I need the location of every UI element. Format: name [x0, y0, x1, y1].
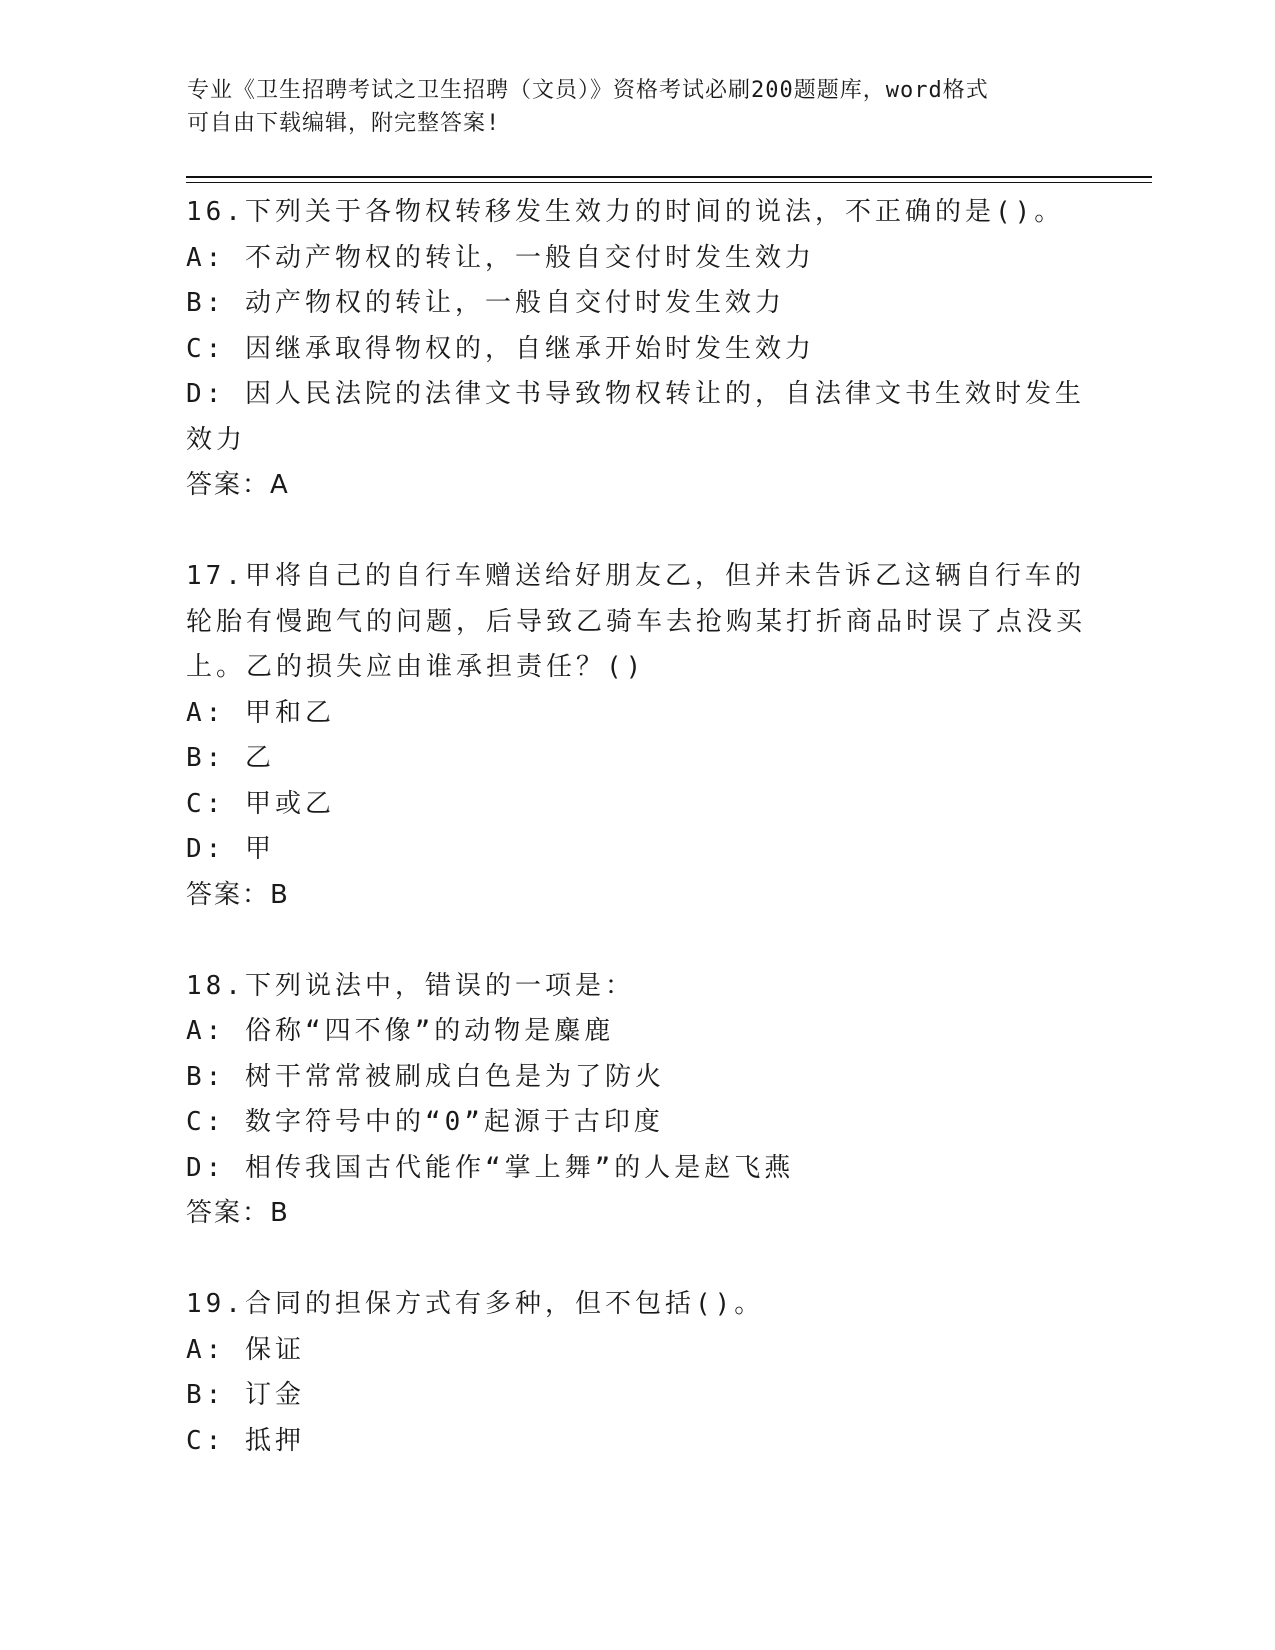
question-17	[186, 554, 1086, 918]
option-d: D: 甲	[186, 834, 275, 864]
option-a: A: 不动产物权的转让，一般自交付时发生效力	[186, 242, 815, 273]
option-c: C: 抵押	[186, 1425, 305, 1456]
option-b: B: 订金	[186, 1380, 305, 1410]
question-stem: 17.甲将自己的自行车赠送给好朋友乙，但并未告诉乙这辆自行车的轮胎有慢跑气的问题，后导致乙骑车去抢购某打折商品时误了点没买上。乙的损失应由谁承担责任？()	[186, 561, 1087, 682]
header-rule-thin	[186, 182, 1152, 183]
question-stem: 16.下列关于各物权转移发生效力的时间的说法，不正确的是()。	[186, 197, 1065, 227]
answer: 答案：B	[186, 879, 290, 910]
document-header	[187, 74, 1067, 140]
option-a: A: 保证	[186, 1334, 305, 1365]
question-stem: 19.合同的担保方式有多种，但不包括()。	[186, 1289, 765, 1319]
option-a: A: 甲和乙	[186, 697, 335, 728]
option-c: C: 甲或乙	[186, 788, 335, 819]
header-line-2: 可自由下载编辑，附完整答案!	[187, 111, 501, 136]
option-d: D: 因人民法院的法律文书导致物权转让的，自法律文书生效时发生效力	[186, 379, 1085, 455]
option-d: D: 相传我国古代能作“掌上舞”的人是赵飞燕	[186, 1152, 795, 1183]
option-c: C: 因继承取得物权的，自继承开始时发生效力	[186, 333, 815, 364]
answer: 答案：B	[186, 1198, 290, 1228]
question-list	[186, 190, 1086, 1464]
question-stem: 18.下列说法中，错误的一项是：	[186, 970, 635, 1001]
option-b: B: 乙	[186, 743, 275, 773]
question-16	[186, 190, 1086, 509]
option-b: B: 树干常常被刷成白色是为了防火	[186, 1061, 665, 1092]
option-b: B: 动产物权的转让，一般自交付时发生效力	[186, 288, 785, 318]
question-18	[186, 964, 1086, 1237]
question-19	[186, 1282, 1086, 1464]
option-c: C: 数字符号中的“0”起源于古印度	[186, 1107, 664, 1137]
answer: 答案：A	[186, 470, 290, 500]
header-line-1: 专业《卫生招聘考试之卫生招聘（文员）》资格考试必刷200题题库，word格式	[187, 78, 989, 103]
header-rule-thick	[186, 176, 1152, 178]
option-a: A: 俗称“四不像”的动物是麋鹿	[186, 1016, 615, 1046]
